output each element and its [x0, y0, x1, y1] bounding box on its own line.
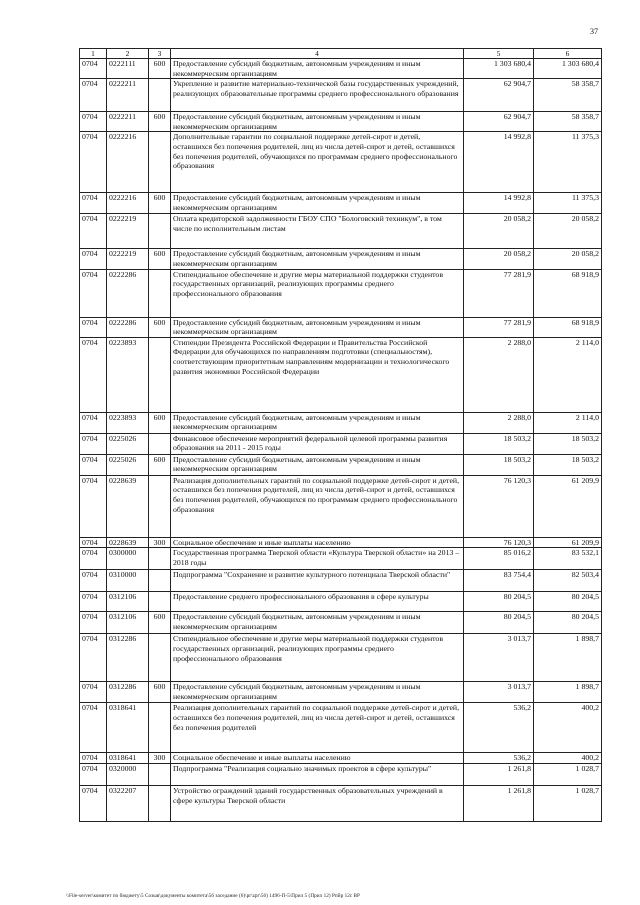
- article-code-cell: 0222219: [107, 214, 149, 249]
- executed-amount-cell: 11 375,3: [534, 193, 602, 214]
- approved-amount-cell: 14 992,8: [464, 132, 534, 193]
- executed-amount-cell: 20 058,2: [534, 249, 602, 269]
- table-row: [80, 454, 602, 475]
- executed-amount-cell: 82 503,4: [534, 570, 602, 592]
- expense-type-cell: [149, 592, 171, 612]
- article-code-cell: 0222211: [107, 112, 149, 132]
- expense-type-cell: 600: [149, 112, 171, 132]
- table-header-row: [80, 49, 602, 59]
- expense-type-cell: [149, 132, 171, 193]
- executed-amount-cell: 1 898,7: [534, 682, 602, 703]
- executed-amount-cell: 400,2: [534, 753, 602, 764]
- expense-type-cell: [149, 763, 171, 785]
- executed-amount-cell: 1 028,7: [534, 785, 602, 821]
- footer-file-path: \\File-server\комитет по бюджету\5 Созыв\документы комитета\56 заседание (6)\pr\zpr\56) 1496-П-5\Прил 5 (Прил 12) Рпйр 12с ВР: [66, 893, 360, 899]
- section-code-cell: 0704: [80, 634, 107, 682]
- article-code-cell: 0222286: [107, 269, 149, 317]
- expense-type-cell: 600: [149, 454, 171, 475]
- section-code-cell: 0704: [80, 475, 107, 537]
- executed-amount-cell: 20 058,2: [534, 214, 602, 249]
- table-row: [80, 682, 602, 703]
- description-cell: Социальное обеспечение и иные выплаты населению: [171, 753, 464, 764]
- expense-type-cell: 600: [149, 612, 171, 634]
- expense-type-cell: [149, 269, 171, 317]
- section-code-cell: 0704: [80, 570, 107, 592]
- expense-type-cell: [149, 214, 171, 249]
- section-code-cell: 0704: [80, 112, 107, 132]
- table-row: [80, 79, 602, 112]
- executed-amount-cell: 1 303 680,4: [534, 59, 602, 79]
- table-row: [80, 249, 602, 269]
- article-code-cell: 0320000: [107, 763, 149, 785]
- approved-amount-cell: 77 281,9: [464, 269, 534, 317]
- approved-amount-cell: 80 204,5: [464, 592, 534, 612]
- approved-amount-cell: 2 288,0: [464, 412, 534, 433]
- table-row: [80, 703, 602, 753]
- approved-amount-cell: 76 120,3: [464, 475, 534, 537]
- header-cell: 6: [534, 49, 602, 59]
- approved-amount-cell: 76 120,3: [464, 537, 534, 548]
- header-cell: 5: [464, 49, 534, 59]
- article-code-cell: 0300000: [107, 548, 149, 570]
- description-cell: Предоставление субсидий бюджетным, автономным учреждениям и иным некоммерческим организациям: [171, 317, 464, 337]
- approved-amount-cell: 83 754,4: [464, 570, 534, 592]
- table-row: [80, 592, 602, 612]
- expense-type-cell: [149, 475, 171, 537]
- executed-amount-cell: 1 028,7: [534, 763, 602, 785]
- section-code-cell: 0704: [80, 785, 107, 821]
- section-code-cell: 0704: [80, 592, 107, 612]
- approved-amount-cell: 2 288,0: [464, 337, 534, 412]
- article-code-cell: 0310000: [107, 570, 149, 592]
- page-number: 37: [590, 27, 598, 36]
- approved-amount-cell: 3 013,7: [464, 634, 534, 682]
- header-cell: 2: [107, 49, 149, 59]
- article-code-cell: 0222216: [107, 193, 149, 214]
- description-cell: Предоставление субсидий бюджетным, автономным учреждениям и иным некоммерческим организациям: [171, 112, 464, 132]
- section-code-cell: 0704: [80, 412, 107, 433]
- expense-type-cell: [149, 548, 171, 570]
- description-cell: Подпрограмма "Реализация социально значимых проектов в сфере культуры": [171, 763, 464, 785]
- description-cell: Предоставление субсидий бюджетным, автономным учреждениям и иным некоммерческим организациям: [171, 59, 464, 79]
- article-code-cell: 0228639: [107, 537, 149, 548]
- article-code-cell: 0222211: [107, 79, 149, 112]
- description-cell: Реализация дополнительных гарантий по социальной поддержке детей-сирот и детей, оставшихся без попечения родителей, лиц из числа детей-сирот и детей, оставшихся без попечения родителей, обучающихся по программам среднего профессионального образования: [171, 475, 464, 537]
- article-code-cell: 0318641: [107, 753, 149, 764]
- description-cell: Предоставление субсидий бюджетным, автономным учреждениям и иным некоммерческим организациям: [171, 193, 464, 214]
- table-body: [80, 59, 602, 822]
- table-row: [80, 112, 602, 132]
- description-cell: Предоставление субсидий бюджетным, автономным учреждениям и иным некоммерческим организациям: [171, 612, 464, 634]
- description-cell: Финансовое обеспечение мероприятий федеральной целевой программы развития образования на 2011 - 2015 годы: [171, 433, 464, 454]
- expense-type-cell: 600: [149, 682, 171, 703]
- section-code-cell: 0704: [80, 454, 107, 475]
- approved-amount-cell: 20 058,2: [464, 249, 534, 269]
- description-cell: Стипендии Президента Российской Федерации и Правительства Российской Федерации для обучающихся по направлениям подготовки (специальностям), соответствующим приоритетным направлениям модернизации и технологического развития экономики Российской Федерации: [171, 337, 464, 412]
- article-code-cell: 0312286: [107, 682, 149, 703]
- executed-amount-cell: 68 918,9: [534, 269, 602, 317]
- section-code-cell: 0704: [80, 612, 107, 634]
- section-code-cell: 0704: [80, 317, 107, 337]
- description-cell: Предоставление субсидий бюджетным, автономным учреждениям и иным некоммерческим организациям: [171, 454, 464, 475]
- executed-amount-cell: 2 114,0: [534, 412, 602, 433]
- approved-amount-cell: 85 016,2: [464, 548, 534, 570]
- table-row: [80, 570, 602, 592]
- article-code-cell: 0223893: [107, 337, 149, 412]
- table-row: [80, 412, 602, 433]
- executed-amount-cell: 400,2: [534, 703, 602, 753]
- executed-amount-cell: 18 503,2: [534, 433, 602, 454]
- executed-amount-cell: 83 532,1: [534, 548, 602, 570]
- header-cell: 4: [171, 49, 464, 59]
- expense-type-cell: [149, 79, 171, 112]
- description-cell: Стипендиальное обеспечение и другие меры материальной поддержки студентов государственных организаций, реализующих программы среднего профессионального образования: [171, 634, 464, 682]
- table-row: [80, 785, 602, 821]
- description-cell: Дополнительные гарантии по социальной поддержке детей-сирот и детей, оставшихся без попечения родителей, лиц из числа детей-сирот и детей, оставшихся без попечения родителей, обучающихся по программам среднего профессионального образования: [171, 132, 464, 193]
- header-cell: 3: [149, 49, 171, 59]
- section-code-cell: 0704: [80, 249, 107, 269]
- description-cell: Предоставление субсидий бюджетным, автономным учреждениям и иным некоммерческим организациям: [171, 412, 464, 433]
- article-code-cell: 0225026: [107, 454, 149, 475]
- section-code-cell: 0704: [80, 548, 107, 570]
- approved-amount-cell: 536,2: [464, 753, 534, 764]
- approved-amount-cell: 536,2: [464, 703, 534, 753]
- approved-amount-cell: 18 503,2: [464, 433, 534, 454]
- description-cell: Предоставление субсидий бюджетным, автономным учреждениям и иным некоммерческим организациям: [171, 682, 464, 703]
- expense-type-cell: [149, 433, 171, 454]
- description-cell: Предоставление среднего профессионального образования в сфере культуры: [171, 592, 464, 612]
- description-cell: Реализация дополнительных гарантий по социальной поддержке детей-сирот и детей, оставшихся без попечения родителей, лиц из числа детей-сирот и детей, оставшихся без попечения родителей: [171, 703, 464, 753]
- table-row: [80, 753, 602, 764]
- article-code-cell: 0222286: [107, 317, 149, 337]
- article-code-cell: 0228639: [107, 475, 149, 537]
- budget-table: [79, 48, 602, 822]
- article-code-cell: 0223893: [107, 412, 149, 433]
- article-code-cell: 0222219: [107, 249, 149, 269]
- executed-amount-cell: 80 204,5: [534, 592, 602, 612]
- table-row: [80, 634, 602, 682]
- description-cell: Предоставление субсидий бюджетным, автономным учреждениям и иным некоммерческим организациям: [171, 249, 464, 269]
- description-cell: Устройство ограждений зданий государственных образовательных учреждений в сфере культуры Тверской области: [171, 785, 464, 821]
- approved-amount-cell: 14 992,8: [464, 193, 534, 214]
- approved-amount-cell: 1 261,8: [464, 785, 534, 821]
- section-code-cell: 0704: [80, 753, 107, 764]
- description-cell: Государственная программа Тверской области «Культура Тверской области» на 2013 – 2018 годы: [171, 548, 464, 570]
- table-row: [80, 612, 602, 634]
- executed-amount-cell: 58 358,7: [534, 79, 602, 112]
- section-code-cell: 0704: [80, 763, 107, 785]
- section-code-cell: 0704: [80, 214, 107, 249]
- table-row: [80, 548, 602, 570]
- section-code-cell: 0704: [80, 433, 107, 454]
- executed-amount-cell: 61 209,9: [534, 475, 602, 537]
- table-row: [80, 317, 602, 337]
- approved-amount-cell: 18 503,2: [464, 454, 534, 475]
- table-row: [80, 59, 602, 79]
- description-cell: Оплата кредиторской задолженности ГБОУ СПО "Бологовский техникум", в том числе по исполнительным листам: [171, 214, 464, 249]
- executed-amount-cell: 61 209,9: [534, 537, 602, 548]
- approved-amount-cell: 62 904,7: [464, 112, 534, 132]
- approved-amount-cell: 1 261,8: [464, 763, 534, 785]
- section-code-cell: 0704: [80, 193, 107, 214]
- section-code-cell: 0704: [80, 79, 107, 112]
- expense-type-cell: [149, 785, 171, 821]
- section-code-cell: 0704: [80, 59, 107, 79]
- expense-type-cell: [149, 634, 171, 682]
- section-code-cell: 0704: [80, 132, 107, 193]
- approved-amount-cell: 80 204,5: [464, 612, 534, 634]
- article-code-cell: 0222216: [107, 132, 149, 193]
- executed-amount-cell: 80 204,5: [534, 612, 602, 634]
- expense-type-cell: [149, 570, 171, 592]
- executed-amount-cell: 18 503,2: [534, 454, 602, 475]
- expense-type-cell: 600: [149, 412, 171, 433]
- table-row: [80, 269, 602, 317]
- table-row: [80, 132, 602, 193]
- description-cell: Подпрограмма "Сохранение и развитие культурного потенциала Тверской области": [171, 570, 464, 592]
- section-code-cell: 0704: [80, 703, 107, 753]
- expense-type-cell: 600: [149, 317, 171, 337]
- table-row: [80, 537, 602, 548]
- table-row: [80, 433, 602, 454]
- executed-amount-cell: 11 375,3: [534, 132, 602, 193]
- article-code-cell: 0312286: [107, 634, 149, 682]
- table-row: [80, 337, 602, 412]
- article-code-cell: 0225026: [107, 433, 149, 454]
- executed-amount-cell: 2 114,0: [534, 337, 602, 412]
- table-row: [80, 763, 602, 785]
- approved-amount-cell: 1 303 680,4: [464, 59, 534, 79]
- executed-amount-cell: 1 898,7: [534, 634, 602, 682]
- expense-type-cell: 600: [149, 59, 171, 79]
- approved-amount-cell: 77 281,9: [464, 317, 534, 337]
- header-cell: 1: [80, 49, 107, 59]
- table-row: [80, 193, 602, 214]
- expense-type-cell: [149, 703, 171, 753]
- article-code-cell: 0312106: [107, 592, 149, 612]
- expense-type-cell: 300: [149, 537, 171, 548]
- section-code-cell: 0704: [80, 337, 107, 412]
- article-code-cell: 0222111: [107, 59, 149, 79]
- approved-amount-cell: 62 904,7: [464, 79, 534, 112]
- approved-amount-cell: 3 013,7: [464, 682, 534, 703]
- expense-type-cell: [149, 337, 171, 412]
- executed-amount-cell: 68 918,9: [534, 317, 602, 337]
- article-code-cell: 0318641: [107, 703, 149, 753]
- section-code-cell: 0704: [80, 682, 107, 703]
- description-cell: Социальное обеспечение и иные выплаты населению: [171, 537, 464, 548]
- table-row: [80, 475, 602, 537]
- expense-type-cell: 300: [149, 753, 171, 764]
- section-code-cell: 0704: [80, 269, 107, 317]
- approved-amount-cell: 20 058,2: [464, 214, 534, 249]
- expense-type-cell: 600: [149, 193, 171, 214]
- table-row: [80, 214, 602, 249]
- description-cell: Укрепление и развитие материально-технической базы государственных учреждений, реализующих образовательные программы среднего профессионального образования: [171, 79, 464, 112]
- article-code-cell: 0322207: [107, 785, 149, 821]
- article-code-cell: 0312106: [107, 612, 149, 634]
- expense-type-cell: 600: [149, 249, 171, 269]
- section-code-cell: 0704: [80, 537, 107, 548]
- description-cell: Стипендиальное обеспечение и другие меры материальной поддержки студентов государственных организаций, реализующих программы среднего профессионального образования: [171, 269, 464, 317]
- executed-amount-cell: 58 358,7: [534, 112, 602, 132]
